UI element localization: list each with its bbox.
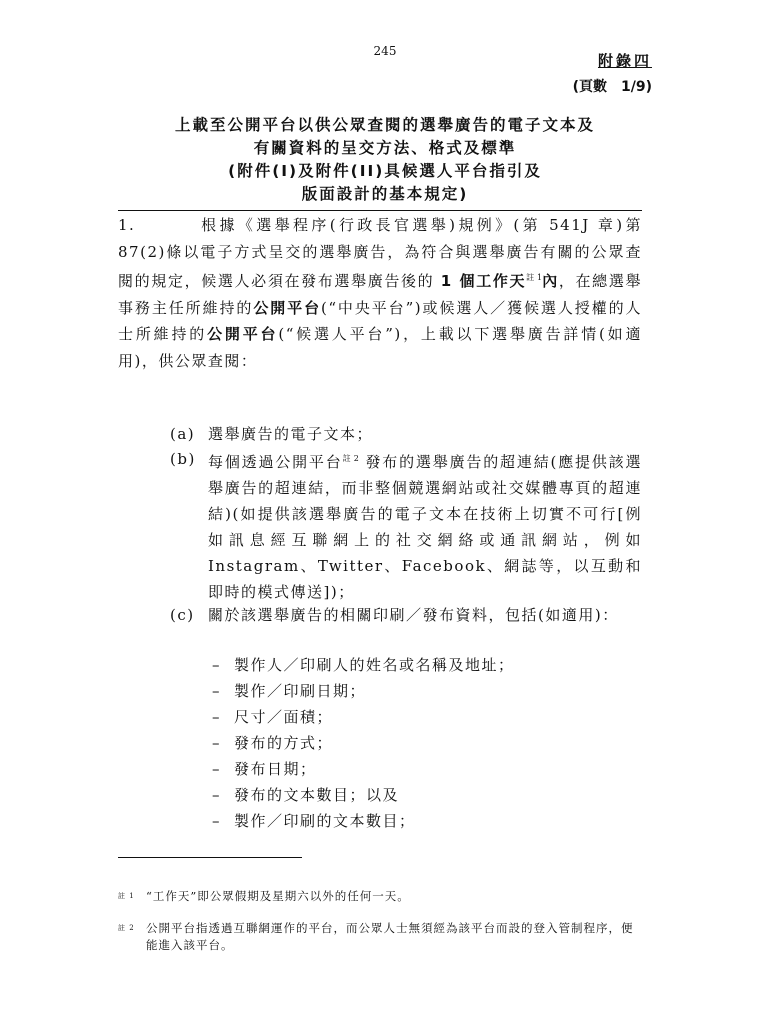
footnote-1 [118, 888, 642, 905]
footnote-ref-1: 註 1 [526, 273, 543, 282]
item-text: 選舉廣告的電子文本； [208, 425, 374, 443]
page-count: (頁數 1/9) [572, 79, 652, 95]
item-label: (a) [170, 425, 196, 443]
deadline-text: 1 個工作天 [440, 272, 527, 290]
public-platform-term: 公開平台 [253, 298, 321, 317]
paragraph-1: 1. 根據《選舉程序(行政長官選舉)規例》(第 541J 章)第 87(2)條以電子方式呈交的選舉廣告，為符合與選舉廣告有關的公眾查閱的規定，候選人必須在發布選舉廣告後的 1 個工作天$^{註 1}$內，在總選舉事務主任所維持的公開平台(“中央平台”)或候選人／獲候選人授權的人士所維持的公開平台(“候選人平台”)，上載以下選舉廣告詳情(如適用)，供公眾查閱： [118, 216, 642, 370]
footnote-2 [118, 920, 642, 954]
item-label: (b) [170, 450, 196, 468]
footnote-mark: 註 2 [118, 924, 135, 932]
public-platform-term: 公開平台 [207, 325, 279, 343]
footnote-text: 公開平台指透過互聯網運作的平台，而公眾人士無須經為該平台而設的登入管制程序，便能進入該平台。 [146, 921, 634, 952]
document-title [110, 114, 660, 206]
footnote-mark: 註 1 [118, 892, 135, 900]
footnote-ref-2: 註 2 [342, 454, 359, 463]
item-text: 關於該選舉廣告的相關印刷／發布資料，包括(如適用)： [208, 606, 619, 624]
list-item-b [170, 446, 642, 605]
title-divider [118, 210, 642, 211]
list-item: – 製作／印刷的文本數目； [212, 812, 416, 830]
title-line: (附件(I)及附件(II)具候選人平台指引及 [228, 162, 542, 180]
list-item: – 製作／印刷日期； [212, 682, 367, 700]
list-item: – 尺寸／面積； [212, 708, 334, 726]
list-item-a [170, 421, 642, 447]
list-item-c [170, 602, 642, 628]
title-line: 有關資料的呈交方法、格式及標準 [253, 139, 517, 157]
title-line: 上載至公開平台以供公眾查閱的選舉廣告的電子文本及 [174, 116, 595, 134]
page-number: 245 [373, 44, 397, 58]
annex-label: 附錄四 [597, 52, 652, 70]
footnote-divider [118, 857, 302, 858]
list-item: – 製作人／印刷人的姓名或名稱及地址； [212, 656, 515, 674]
item-label: (c) [170, 606, 195, 624]
footnote-text: “工作天”即公眾假期及星期六以外的任何一天。 [146, 889, 410, 903]
paragraph-number: 1. [118, 216, 136, 234]
list-item: – 發布日期； [212, 760, 317, 778]
item-text: 每個透過公開平台$^{註 2}$ 發布的選舉廣告的超連結(應提供該選舉廣告的超連結，而非整個競選網站或社交媒體專頁的超連結)(如提供該選舉廣告的電子文本在技術上切實不可行[例如訊息經互聯網上的社交網絡或通訊網站，例如 Instagram、Twitter、Facebook、網誌等，以互動和即時的模式傳送])； [208, 453, 642, 601]
title-line: 版面設計的基本規定) [301, 185, 469, 203]
list-item: – 發布的方式； [212, 734, 334, 752]
list-item: – 發布的文本數目；以及 [212, 786, 400, 804]
